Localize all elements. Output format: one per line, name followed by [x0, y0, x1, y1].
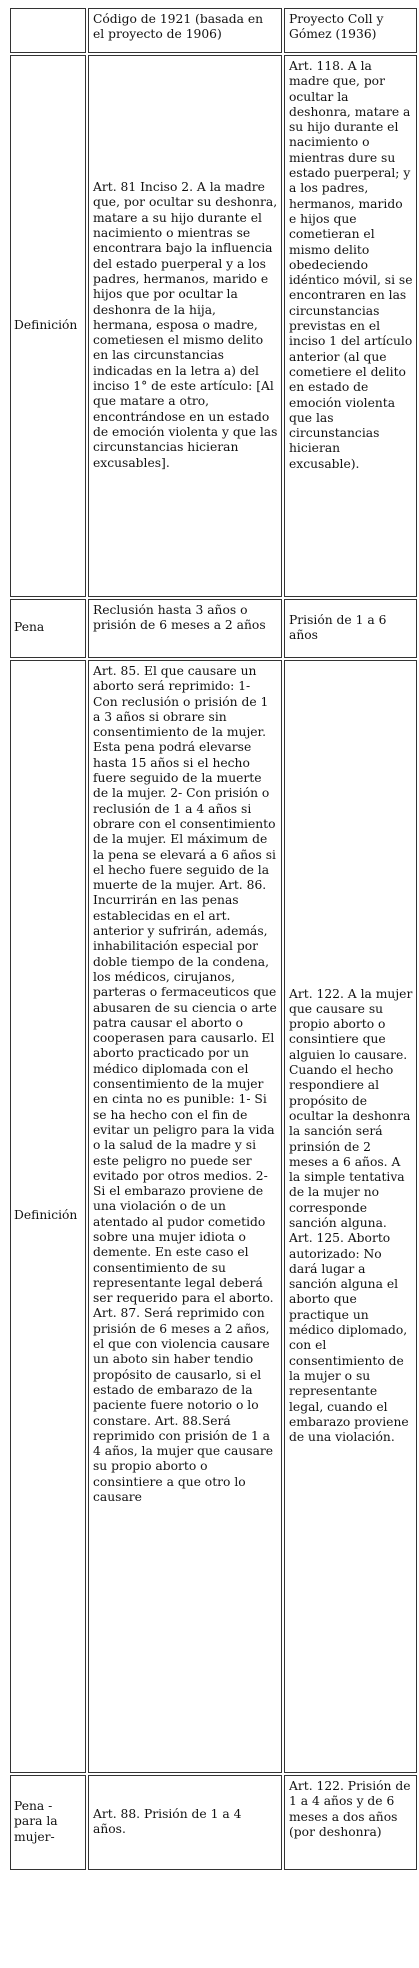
cell-code-1921: Reclusión hasta 3 años o prisión de 6 meses a 2 años [88, 599, 282, 658]
header-row [10, 8, 417, 53]
row-label: Pena [10, 599, 86, 658]
cell-code-1921: Art. 81 Inciso 2. A la madre que, por ocultar su deshonra, matare a su hijo durante el nacimiento o mientras se encontrara bajo la influencia del estado puerperal y a los padres, hermanos, marido e hijos que por ocultar la deshonra de la hija, hermana, esposa o madre, cometiesen el mismo delito en las circunstancias indicadas en la letra a) del inciso 1° de este artículo: [Al que matare a otro, encontrándose en un estado de emoción violenta y que las circunstancias hicieran excusables]. [88, 55, 282, 597]
table-row-pena-mujer [10, 1775, 417, 1870]
comparison-table [8, 6, 419, 1872]
cell-code-1921: Art. 88. Prisión de 1 a 4 años. [88, 1775, 282, 1870]
table-row-pena-infanticidio [10, 599, 417, 658]
row-label: Definición [10, 660, 86, 1773]
cell-proyecto-1936: Art. 122. A la mujer que causare su propio aborto o consintiere que alguien lo causare. Cuando el hecho respondiere al propósito de ocultar la deshonra la sanción será prinsión de 2 meses a 6 años. A la simple tentativa de la mujer no corresponde sanción alguna. Art. 125. Aborto autorizado: No dará lugar a sanción alguna el aborto que practique un médico diplomado, con el consentimiento de la mujer o su representante legal, cuando el embarazo proviene de una violación. [284, 660, 417, 1773]
header-cell-proyecto-1936: Proyecto Coll y Gómez (1936) [284, 8, 417, 53]
header-cell-empty [10, 8, 86, 53]
row-label: Pena - para la mujer- [10, 1775, 86, 1870]
row-label: Definición [10, 55, 86, 597]
header-cell-code-1921: Código de 1921 (basada en el proyecto de 1906) [88, 8, 282, 53]
cell-proyecto-1936: Prisión de 1 a 6 años [284, 599, 417, 658]
cell-proyecto-1936: Art. 118. A la madre que, por ocultar la deshonra, matare a su hijo durante el nacimiento o mientras dure su estado puerperal; y a los padres, hermanos, marido e hijos que cometieran el mismo delito obedeciendo idéntico móvil, si se encontraren en las circunstancias previstas en el inciso 1 del artículo anterior (al que cometiere el delito en estado de emoción violenta que las circunstancias hicieran excusable). [284, 55, 417, 597]
cell-proyecto-1936: Art. 122. Prisión de 1 a 4 años y de 6 meses a dos años (por deshonra) [284, 1775, 417, 1870]
table-row-definicion-infanticidio [10, 55, 417, 597]
cell-code-1921: Art. 85. El que causare un aborto será reprimido: 1- Con reclusión o prisión de 1 a 3 años si obrare sin consentimiento de la mujer. Esta pena podrá elevarse hasta 15 años si el hecho fuere seguido de la muerte de la mujer. 2- Con prisión o reclusión de 1 a 4 años si obrare con el consentimiento de la mujer. El máximum de la pena se elevará a 6 años si el hecho fuere seguido de la muerte de la mujer. Art. 86. Incurrirán en las penas establecidas en el art. anterior y sufrirán, además, inhabilitación especial por doble tiempo de la condena, los médicos, cirujanos, parteras o fermaceuticos que abusaren de su ciencia o arte patra causar el aborto o cooperasen para causarlo. El aborto practicado por un médico diplomada con el consentimiento de la mujer en cinta no es punible: 1- Si se ha hecho con el fin de evitar un peligro para la vida o la salud de la madre y si este peligro no puede ser evitado por otros medios. 2- Si el embarazo proviene de una violación o de un atentado al pudor cometido sobre una mujer idiota o demente. En este caso el consentimiento de su representante legal deberá ser requerido para el aborto. Art. 87. Será reprimido con prisión de 6 meses a 2 años, el que con violencia causare un aboto sin haber tendio propósito de causarlo, si el estado de embarazo de la paciente fuere notorio o lo constare. Art. 88.Será reprimido con prisión de 1 a 4 años, la mujer que causare su propio aborto o consintiere a que otro lo causare [88, 660, 282, 1773]
table-row-definicion-aborto [10, 660, 417, 1773]
